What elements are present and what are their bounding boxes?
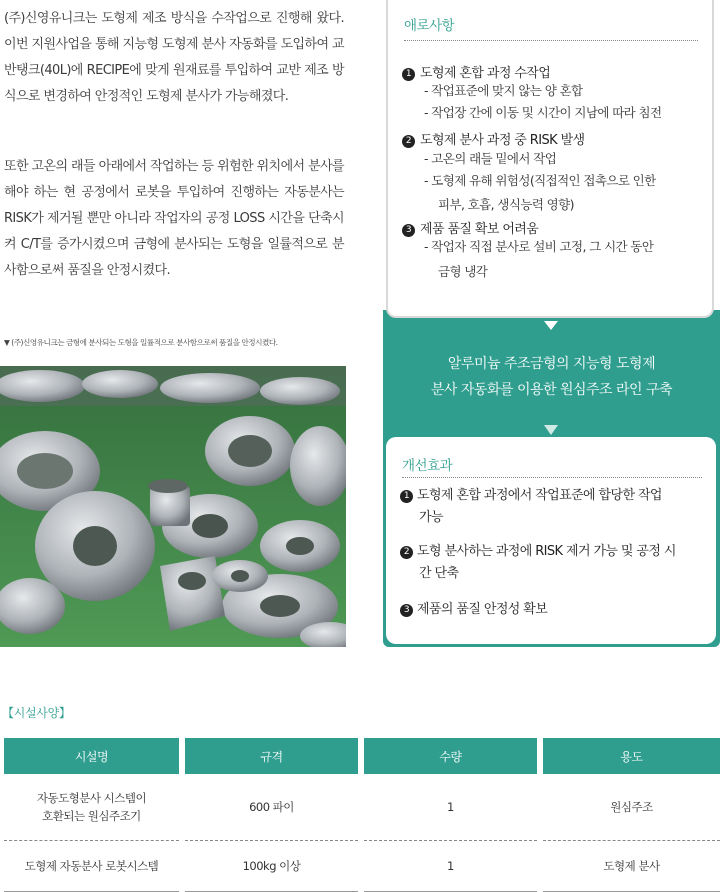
table-cell: 자동도형분사 시스템이 호환되는 원심주조기 bbox=[4, 774, 179, 841]
issue-effect-panel bbox=[383, 0, 720, 647]
issues-title: 애로사항 bbox=[404, 18, 455, 34]
table-header: 수량 bbox=[364, 738, 537, 774]
table-header: 규격 bbox=[185, 738, 358, 774]
effect-item-3: 3 제품의 품질 안정성 확보 bbox=[400, 599, 706, 621]
dotted-divider bbox=[404, 40, 698, 41]
dotted-divider bbox=[402, 477, 702, 478]
spec-section-title: 【시설사양】 bbox=[2, 706, 71, 720]
table-header: 용도 bbox=[543, 738, 720, 774]
table-header-row bbox=[4, 738, 720, 774]
issue-heading-2: 2 도형제 분사 과정 중 RISK 발생 bbox=[402, 129, 585, 148]
effect-item-2: 2 도형 분사하는 과정에 RISK 제거 가능 및 공정 시 간 단축 bbox=[400, 541, 706, 585]
issue-heading-3: 3 제품 품질 확보 어려움 bbox=[402, 218, 538, 237]
issues-box bbox=[386, 0, 714, 318]
issue-sub-2-1: - 고온의 래들 밑에서 작업 bbox=[424, 151, 557, 166]
detail-paragraph: 또한 고온의 래들 아래에서 작업하는 등 위험한 위치에서 분사를 해야 하는 현 공정에서 로봇을 투입하여 진행하는 자동분사는 RISK가 제거될 뿐만 아니라 작업자의 공정 LOSS 시간을 단축시켜 C/T를 증가시켰으며 금형에 분사되는 도형을 일률적으로 분사함으로써 품질을 안정시켰다. bbox=[4, 159, 344, 278]
issue-sub-2-2: - 도형제 유해 위험성(직접적인 접촉으로 인한 bbox=[424, 173, 656, 188]
arrow-down-icon bbox=[544, 425, 558, 435]
solution-line-1: 알루미늄 주조금형의 지능형 도형제 bbox=[447, 356, 656, 372]
issue-sub-3-2: 금형 냉각 bbox=[438, 264, 488, 279]
effects-title: 개선효과 bbox=[402, 458, 453, 474]
table-cell: 원심주조 bbox=[543, 774, 720, 841]
issue-sub-3-1: - 작업자 직접 분사로 설비 고정, 그 시간 동안 bbox=[424, 239, 654, 254]
intro-paragraph: (주)신영유니크는 도형제 제조 방식을 수작업으로 진행해 왔다. 이번 지원사업을 통해 지능형 도형제 분사 자동화를 도입하여 교반탱크(40L)에 RECIPE에 맞게 원재료를 투입하여 교반 제조 방식으로 변경하여 안정적인 도형제 분사가 가능해졌다. bbox=[4, 11, 344, 104]
solution-line-2: 분사 자동화를 이용한 원심주조 라인 구축 bbox=[430, 382, 673, 398]
table-cell: 1 bbox=[364, 774, 537, 841]
issue-sub-2-3: 피부, 호흡, 생식능력 영향) bbox=[438, 197, 574, 212]
table-header: 시설명 bbox=[4, 738, 179, 774]
issue-heading-1: 1 도형제 혼합 과정 수작업 bbox=[402, 62, 550, 81]
table-cell: 1 bbox=[364, 841, 537, 892]
table-cell: 도형제 자동분사 로봇시스템 bbox=[4, 841, 179, 892]
arrow-down-icon bbox=[544, 321, 558, 330]
table-cell: 100kg 이상 bbox=[185, 841, 358, 892]
aluminum-parts-image bbox=[0, 366, 346, 647]
table-cell: 도형제 분사 bbox=[543, 841, 720, 892]
effects-box bbox=[386, 437, 716, 644]
spec-table bbox=[4, 738, 720, 892]
product-photo bbox=[0, 366, 346, 647]
photo-caption: ▼ (주)신영유니크는 금형에 분사되는 도형을 일률적으로 분사함으로써 품질을 안정시켰다. bbox=[4, 338, 278, 347]
effect-item-1: 1 도형제 혼합 과정에서 작업표준에 합당한 작업 가능 bbox=[400, 485, 706, 529]
table-row bbox=[4, 774, 720, 841]
issue-sub-1-1: - 작업표준에 맞지 않는 양 혼합 bbox=[424, 83, 583, 98]
table-row bbox=[4, 841, 720, 892]
issue-sub-1-2: - 작업장 간에 이동 및 시간이 지남에 따라 침전 bbox=[424, 105, 662, 120]
table-cell: 600 파이 bbox=[185, 774, 358, 841]
